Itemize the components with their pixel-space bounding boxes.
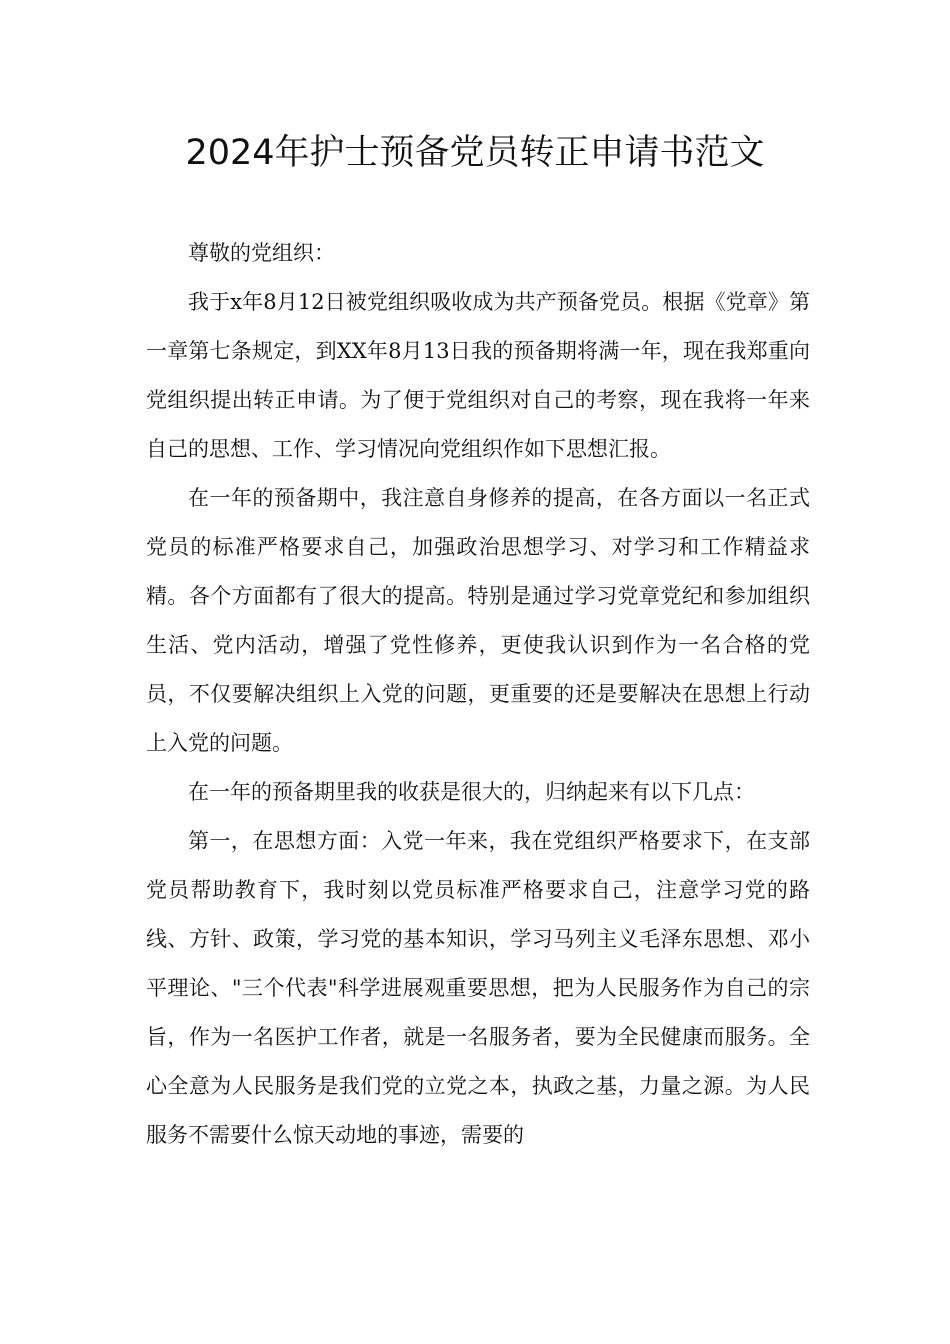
salutation: 尊敬的党组织： [188,241,335,265]
paragraph-probation-period: 在一年的预备期中，我注意自身修养的提高，在各方面以一名正式党员的标准严格要求自己，加强政治思想学习、对学习和工作精益求精。各个方面都有了很大的提高。特别是通过学习党章党纪和参加组织生活、党内活动，增强了党性修养，更使我认识到作为一名合格的党员，不仅要解决组织上入党的问题，更重要的还是要解决在思想上行动上入党的问题。 [146,486,810,755]
paragraph-gains-summary: 在一年的预备期里我的收获是很大的，归纳起来有以下几点： [188,780,755,804]
paragraph-first-thought: 第一，在思想方面：入党一年来，我在党组织严格要求下，在支部党员帮助教育下，我时刻以党员标准严格要求自己，注意学习党的路线、方针、政策，学习党的基本知识，学习马列主义毛泽东思想、邓小平理论、"三个代表"科学进展观重要思想，把为人民服务作为自己的宗旨，作为一名医护工作者，就是一名服务者，要为全民健康而服务。全心全意为人民服务是我们党的立党之本，执政之基，力量之源。为人民服务不需要什么惊天动地的事迹，需要的 [146,829,810,1147]
document-title: 2024年护士预备党员转正申请书范文 [185,133,765,173]
paragraph-intro: 我于x年8月12日被党组织吸收成为共产预备党员。根据《党章》第一章第七条规定，到XX年8月13日我的预备期将满一年，现在我郑重向党组织提出转正申请。为了便于党组织对自己的考察，现在我将一年来自己的思想、工作、学习情况向党组织作如下思想汇报。 [146,290,810,461]
document-body [146,229,810,1160]
